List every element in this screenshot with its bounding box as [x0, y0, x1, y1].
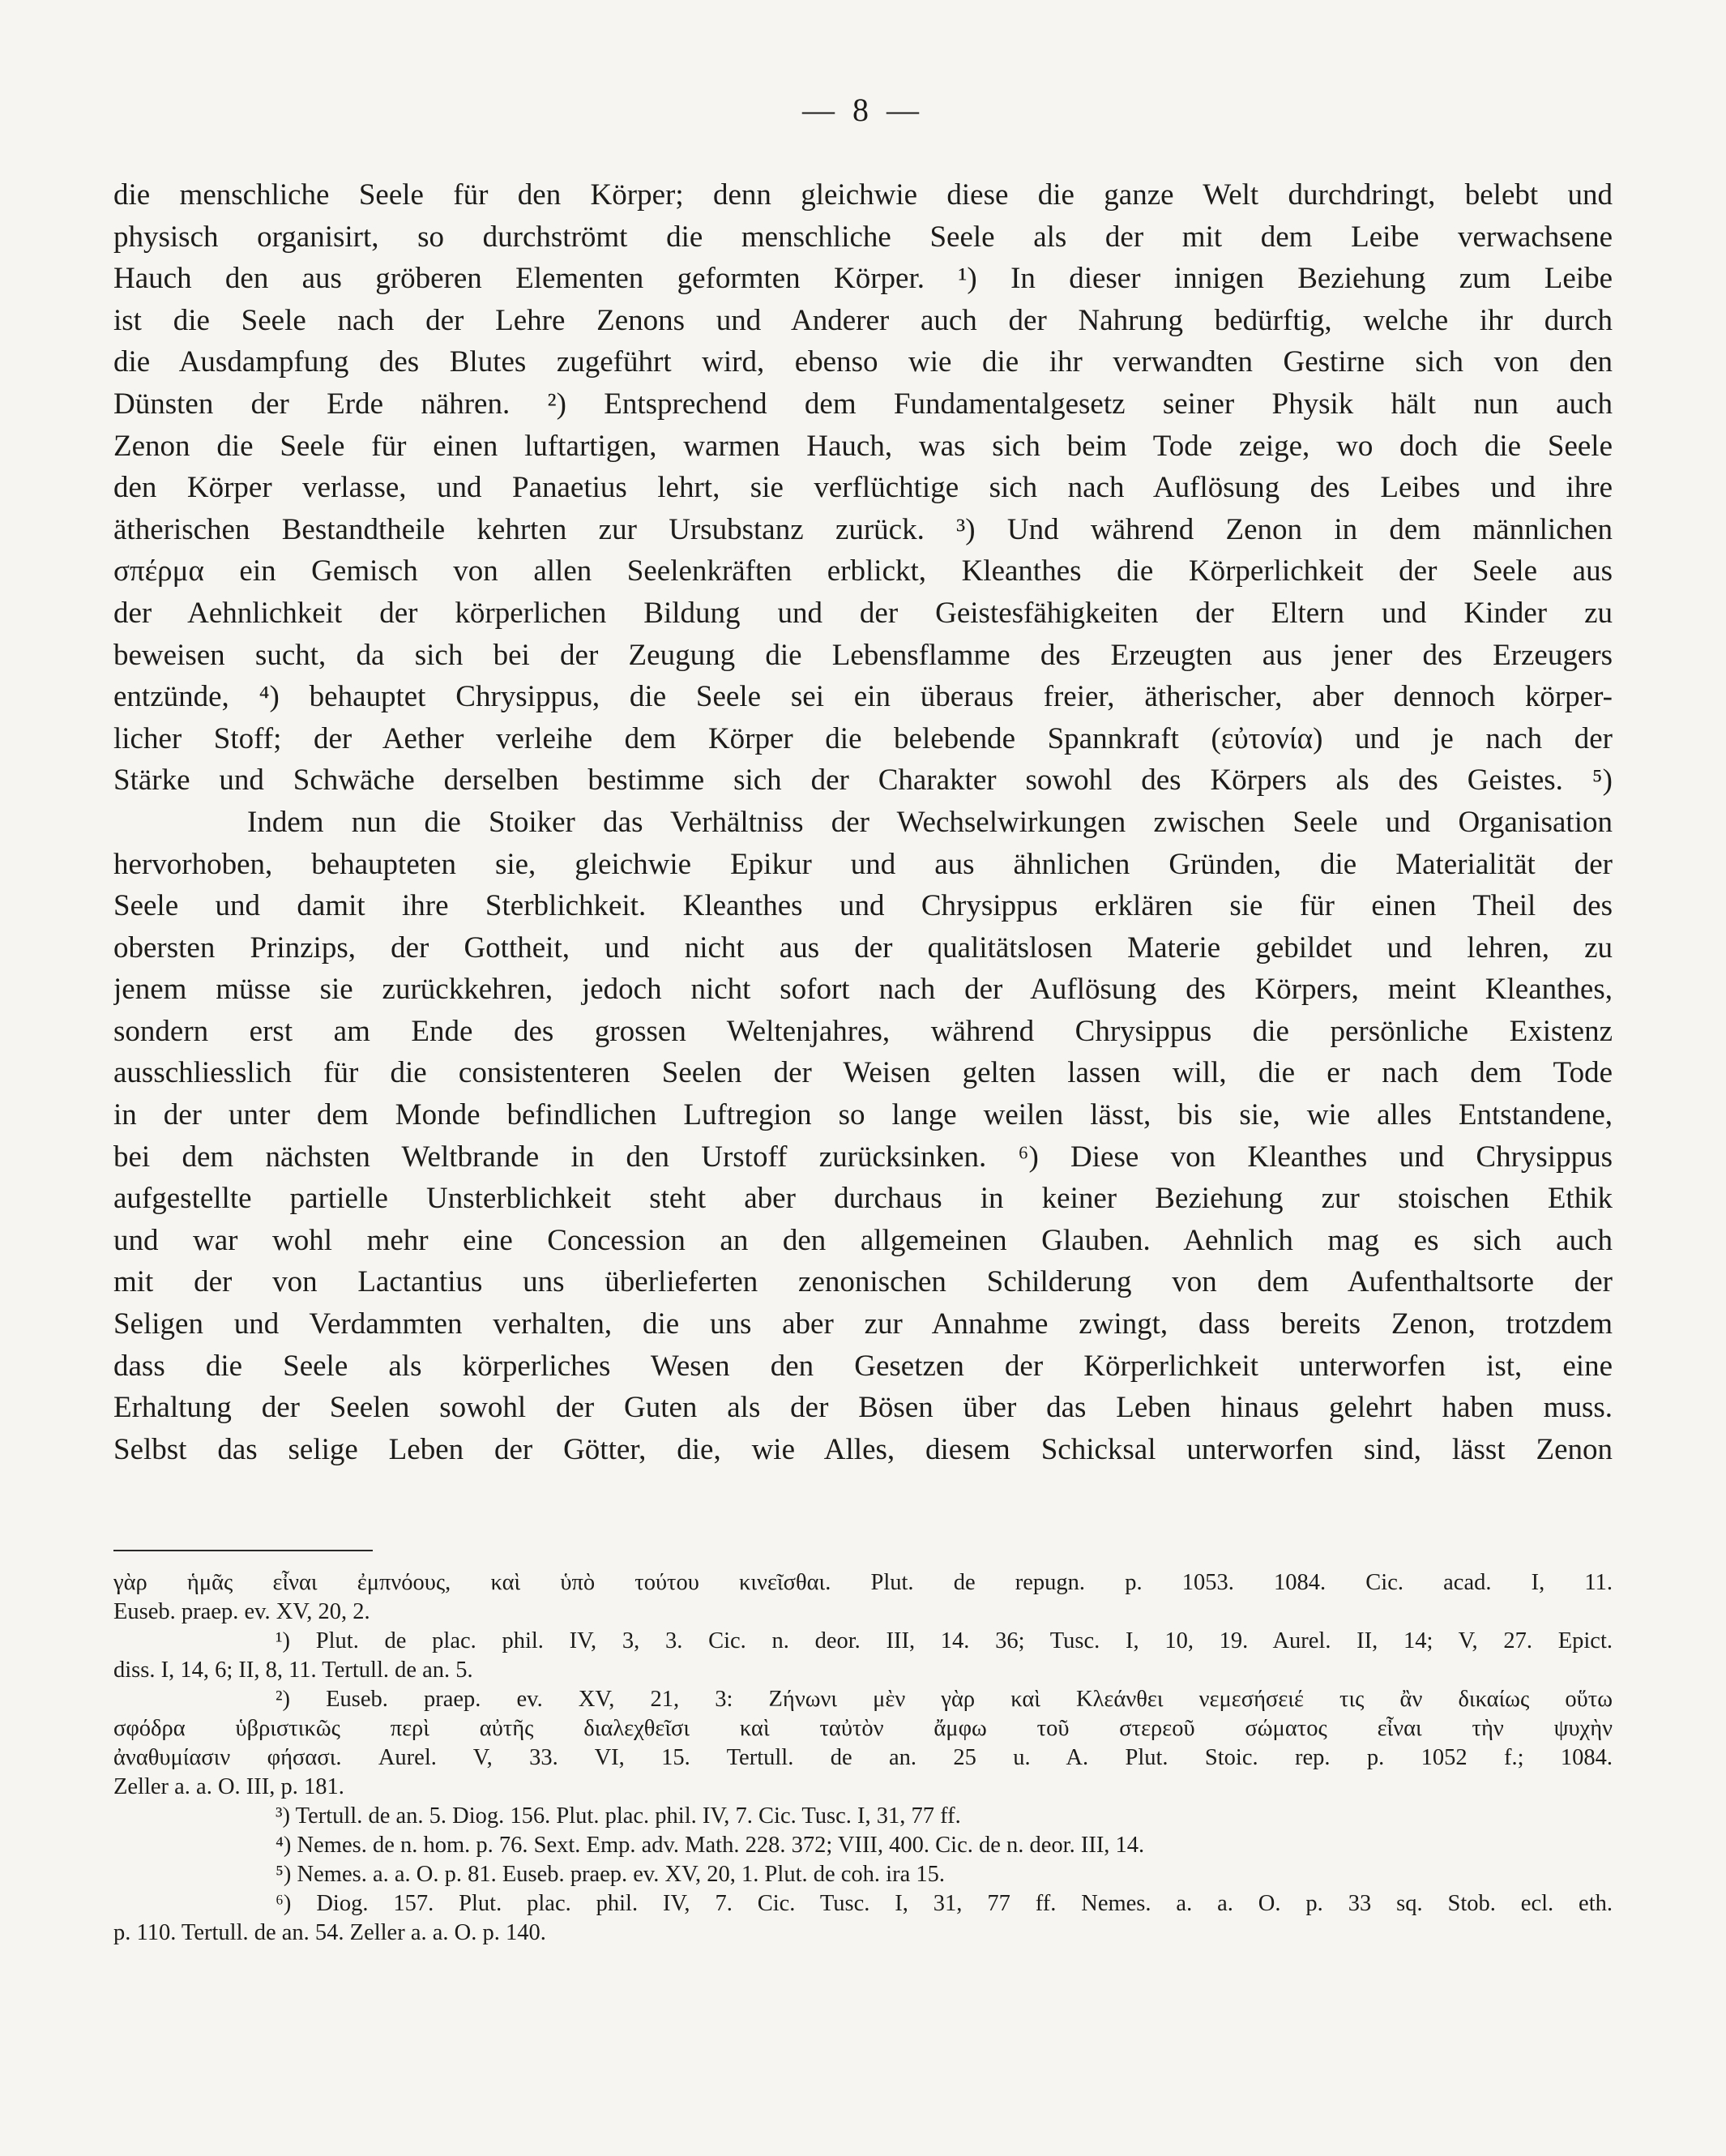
text-line: σπέρμα ein Gemisch von allen Seelenkräften erblickt, Kleanthes die Körperlichkeit der Seele aus [113, 554, 1613, 588]
text-line: und war wohl mehr eine Concession an den allgemeinen Glauben. Aehnlich mag es sich auch [113, 1223, 1613, 1257]
text-line: aufgestellte partielle Unsterblichkeit steht aber durchaus in keiner Beziehung zur stoischen Ethik [113, 1182, 1613, 1216]
text-line: mit der von Lactantius uns überlieferten zenonischen Schilderung von dem Aufenthaltsorte der [113, 1265, 1613, 1299]
text-line: ausschliesslich für die consistenteren Seelen der Weisen gelten lassen will, die er nach dem Tode [113, 1056, 1613, 1090]
main-text [113, 174, 1613, 1470]
text-line: physisch organisirt, so durchströmt die menschliche Seele als der mit dem Leibe verwachsene [113, 220, 1613, 254]
text-line: Selbst das selige Leben der Götter, die, wie Alles, diesem Schicksal unterworfen sind, lässt Zenon [113, 1432, 1613, 1466]
text-line: Zenon die Seele für einen luftartigen, warmen Hauch, was sich beim Tode zeige, wo doch die Seele [113, 429, 1613, 463]
text-line: Dünsten der Erde nähren. ²) Entsprechend dem Fundamentalgesetz seiner Physik hält nun auch [113, 387, 1613, 421]
text-line: Indem nun die Stoiker das Verhältniss der Wechselwirkungen zwischen Seele und Organisation [247, 805, 1613, 839]
text-line: der Aehnlichkeit der körperlichen Bildung und der Geistesfähigkeiten der Eltern und Kinder zu [113, 596, 1613, 630]
footnote-line: σφόδρα ὑβριστικῶς περὶ αὐτῆς διαλεχθεῖσι καὶ ταὐτὸν ἄμφω τοῦ στερεοῦ σώματος εἶναι τὴν ψυχὴν [113, 1716, 1613, 1741]
text-line: Hauch den aus gröberen Elementen geformten Körper. ¹) In dieser innigen Beziehung zum Leibe [113, 262, 1613, 296]
text-line: die menschliche Seele für den Körper; denn gleichwie diese die ganze Welt durchdringt, belebt und [113, 178, 1613, 212]
footnote-line: ⁶) Diog. 157. Plut. plac. phil. IV, 7. Cic. Tusc. I, 31, 77 ff. Nemes. a. a. O. p. 33 sq. Stob. ecl. eth. [276, 1891, 1613, 1916]
footnote-line: Euseb. praep. ev. XV, 20, 2. [113, 1599, 370, 1624]
footnote-line: ³) Tertull. de an. 5. Diog. 156. Plut. plac. phil. IV, 7. Cic. Tusc. I, 31, 77 ff. [276, 1803, 961, 1829]
text-line: Stärke und Schwäche derselben bestimme sich der Charakter sowohl des Körpers als des Geistes. ⁵) [113, 764, 1613, 798]
text-line: Erhaltung der Seelen sowohl der Guten als der Bösen über das Leben hinaus gelehrt haben muss. [113, 1391, 1613, 1425]
footnote-line: ⁴) Nemes. de n. hom. p. 76. Sext. Emp. adv. Math. 228. 372; VIII, 400. Cic. de n. deor. III, 14. [276, 1833, 1145, 1858]
text-line: Seele und damit ihre Sterblichkeit. Kleanthes und Chrysippus erklären sie für einen Theil des [113, 889, 1613, 923]
text-line: sondern erst am Ende des grossen Weltenjahres, während Chrysippus die persönliche Existenz [113, 1014, 1613, 1048]
text-line: hervorhoben, behaupteten sie, gleichwie Epikur und aus ähnlichen Gründen, die Materialität der [113, 847, 1613, 881]
footnotes [113, 1568, 1613, 1948]
page-number: — 8 — [802, 92, 924, 128]
footnote-line: ἀναθυμίασιν φήσασι. Aurel. V, 33. VI, 15. Tertull. de an. 25 u. A. Plut. Stoic. rep. p. 1052 f.; 1084. [113, 1745, 1613, 1770]
footnote-line: ²) Euseb. praep. ev. XV, 21, 3: Ζήνωνι μὲν γὰρ καὶ Κλεάνθει νεμεσήσειέ τις ἂν δικαίως οὕτω [276, 1687, 1613, 1712]
text-line: ätherischen Bestandtheile kehrten zur Ursubstanz zurück. ³) Und während Zenon in dem männlichen [113, 512, 1613, 546]
text-line: Seligen und Verdammten verhalten, die uns aber zur Annahme zwingt, dass bereits Zenon, trotzdem [113, 1307, 1613, 1341]
footnote-line: diss. I, 14, 6; II, 8, 11. Tertull. de an. 5. [113, 1658, 473, 1683]
text-line: ist die Seele nach der Lehre Zenons und Anderer auch der Nahrung bedürftig, welche ihr durch [113, 303, 1613, 337]
footnote-line: γὰρ ἡμᾶς εἶναι ἐμπνόους, καὶ ὑπὸ τούτου κινεῖσθαι. Plut. de repugn. p. 1053. 1084. Cic. acad. I, 11. [113, 1570, 1613, 1595]
footnote-line: ¹) Plut. de plac. phil. IV, 3, 3. Cic. n. deor. III, 14. 36; Tusc. I, 10, 19. Aurel. II, 14; V, 27. Epict. [276, 1628, 1613, 1653]
text-line: in der unter dem Monde befindlichen Luftregion so lange weilen lässt, bis sie, wie alles Entstandene, [113, 1098, 1613, 1132]
text-line: jenem müsse sie zurückkehren, jedoch nicht sofort nach der Auflösung des Körpers, meint Kleanthes, [113, 973, 1613, 1007]
footnote-line: p. 110. Tertull. de an. 54. Zeller a. a. O. p. 140. [113, 1920, 546, 1945]
text-line: die Ausdampfung des Blutes zugeführt wird, ebenso wie die ihr verwandten Gestirne sich von den [113, 345, 1613, 379]
footnote-separator [113, 1550, 373, 1551]
text-line: dass die Seele als körperliches Wesen den Gesetzen der Körperlichkeit unterworfen ist, eine [113, 1349, 1613, 1383]
text-line: bei dem nächsten Weltbrande in den Urstoff zurücksinken. ⁶) Diese von Kleanthes und Chrysippus [113, 1140, 1613, 1174]
text-line: entzünde, ⁴) behauptet Chrysippus, die Seele sei ein überaus freier, ätherischer, aber dennoch körper- [113, 680, 1613, 714]
footnote-line: Zeller a. a. O. III, p. 181. [113, 1774, 344, 1799]
text-line: den Körper verlasse, und Panaetius lehrt, sie verflüchtige sich nach Auflösung des Leibes und ihre [113, 471, 1613, 505]
footnote-line: ⁵) Nemes. a. a. O. p. 81. Euseb. praep. ev. XV, 20, 1. Plut. de coh. ira 15. [276, 1862, 945, 1887]
text-line: beweisen sucht, da sich bei der Zeugung die Lebensflamme des Erzeugten aus jener des Erzeugers [113, 638, 1613, 672]
text-line: licher Stoff; der Aether verleihe dem Körper die belebende Spannkraft (εὐτονία) und je nach der [113, 721, 1613, 755]
text-line: obersten Prinzips, der Gottheit, und nicht aus der qualitätslosen Materie gebildet und lehren, zu [113, 930, 1613, 965]
